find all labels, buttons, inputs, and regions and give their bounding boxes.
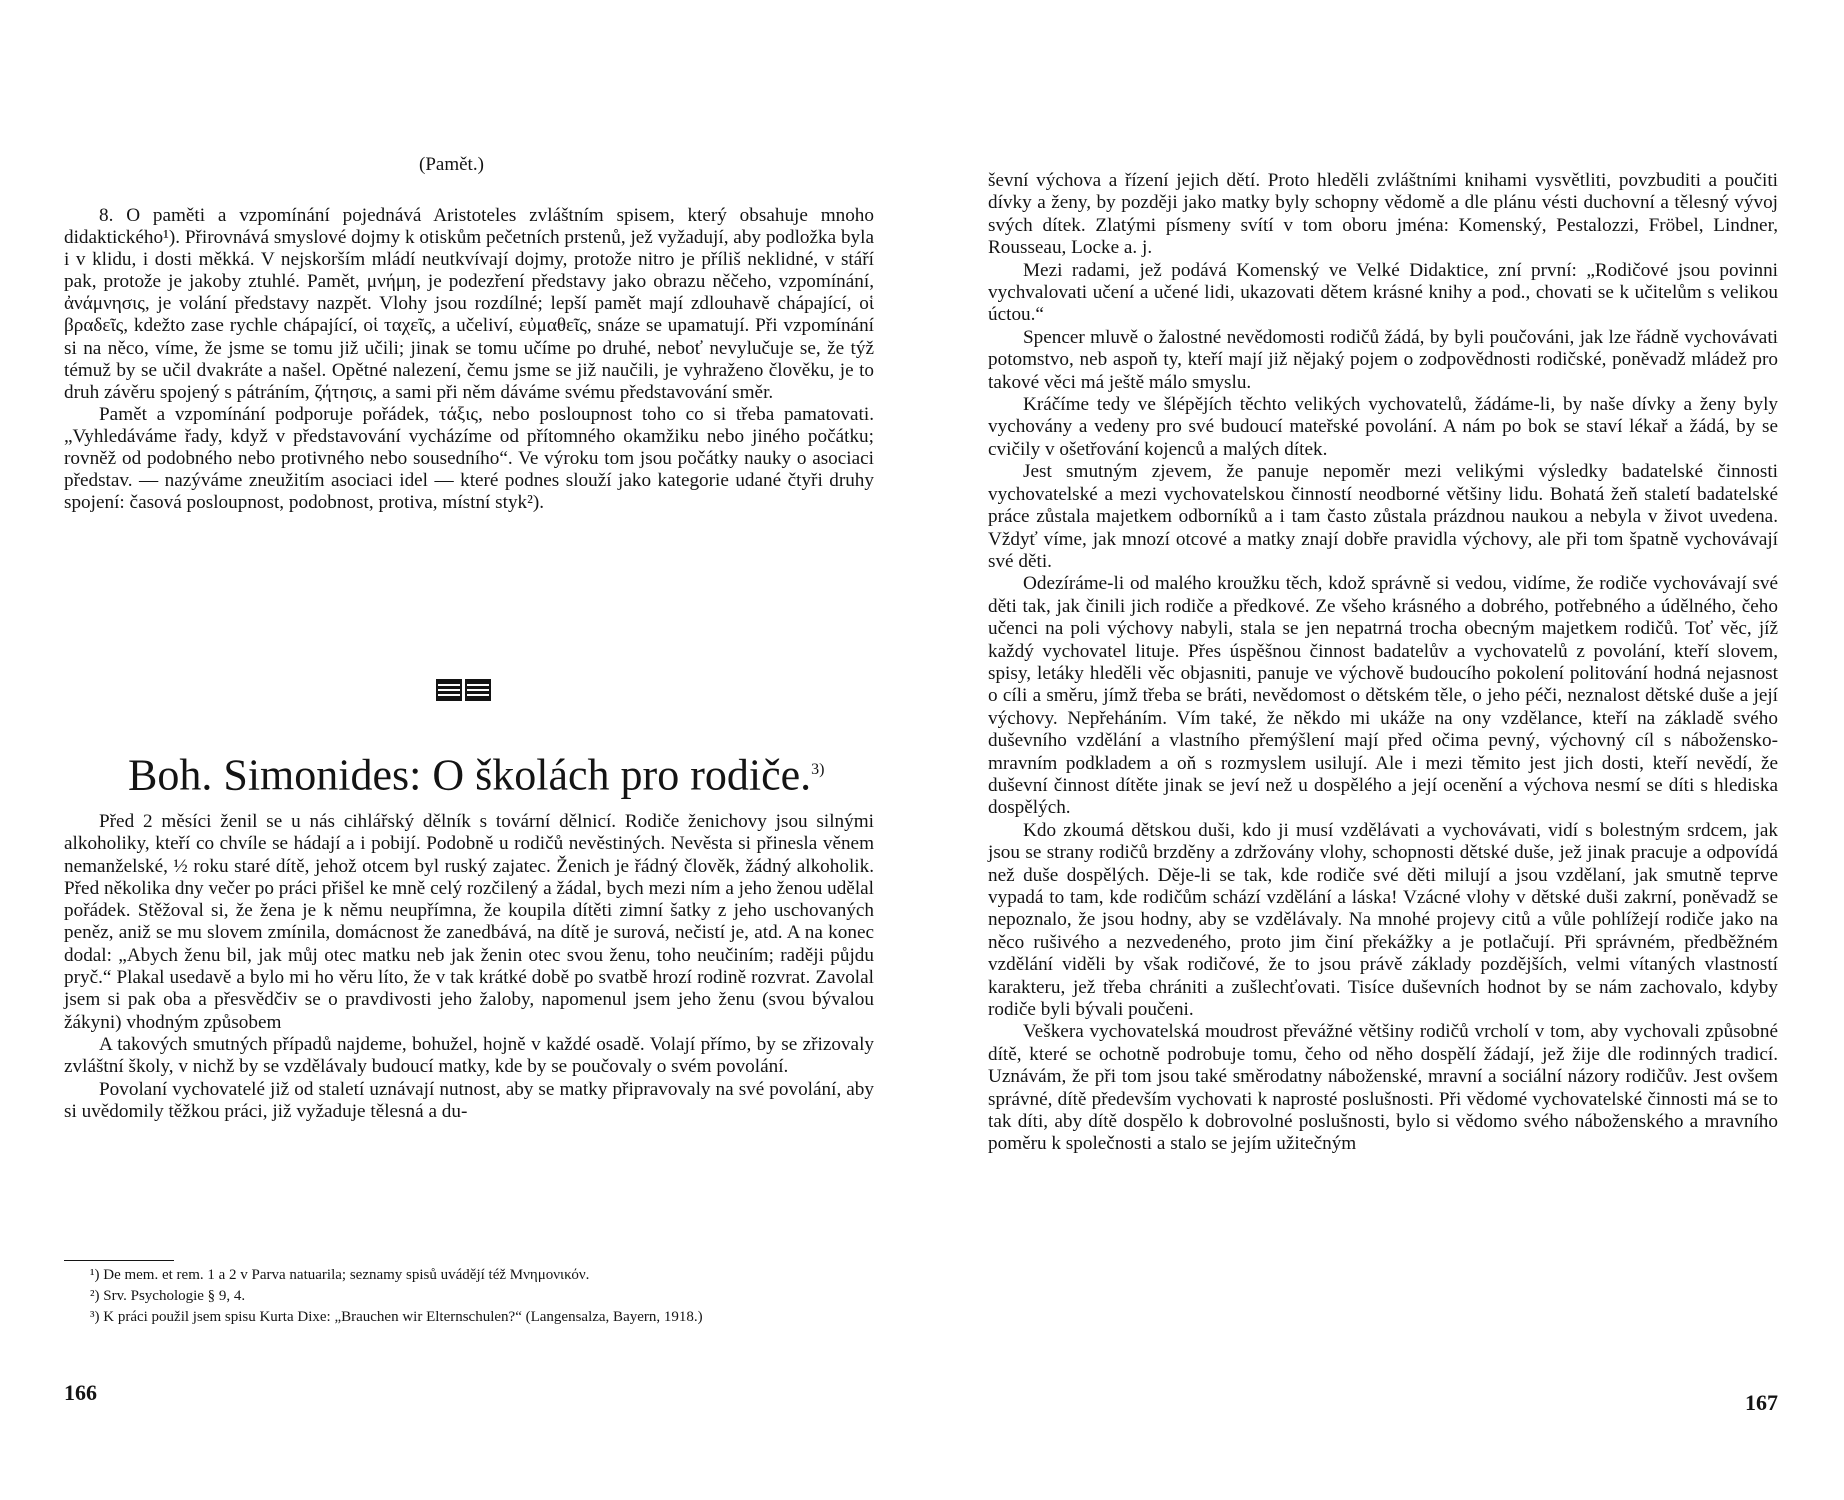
ornament-block [465,679,491,701]
page-number: 167 [1745,1390,1778,1415]
footnote: ¹) De mem. et rem. 1 a 2 v Parva natuarila; seznamy spisů uvádějí též Μνημονικόν. [90,1267,590,1283]
paragraph: Spencer mluvě o žalostné nevědomosti rodičů žádá, by byli poučováni, jak lze řádně vychovávati potomstvo, neb aspoň ty, kteří mají již nějaký pojem o zodpovědnosti rodičské, poněvadž mládež pro takové věci má ještě málo smyslu. [988,326,1778,393]
paragraph: 8. O paměti a vzpomínání pojednává Aristoteles zvláštním spisem, který obsahuje mnoho didaktického¹). Přirovnává smyslové dojmy k otiskům pečetních prstenů, jež vyžadují, aby podložka byla i v klidu, i dosti měkká. V nejskorším mládí neutkvívají dojmy, protože nitro je příliš neklidné, v stáří pak, protože je jakoby ztuhlé. Pamět, μνήμη, je podezření představy jako obrazu něčeho, vzpomínání, ἀνάμνησις, je volání představy nazpět. Vlohy jsou rozdílné; lepší pamět mají zdlouhavě chápající, οἱ βραδεῖς, kdežto zase rychle chápající, οἱ ταχεῖς, a učeliví, εὐμαθεῖς, snáze se upamatují. Při vzpomínání si na něco, víme, že jsme se tomu již učili; jinak se tomu učíme po druhé, neboť nevylučuje se, že týž témuž by se učil dvakráte a našel. Opětné nalezení, čemu jsme se již naučili, je vyhraženo člověku, je to druh závěru spojený s pátráním, ζήτησις, a sami při něm dáváme svému představování směr. [64,205,874,403]
footnote: ²) Srv. Psychologie § 9, 4. [90,1288,246,1304]
article-title [128,744,824,802]
ornament-block [436,679,462,701]
paragraph: Před 2 měsíci ženil se u nás cihlářský dělník s tovární dělnicí. Rodiče ženichovy jsou silnými alkoholiky, kteří co chvíle se hádají a i pobijí. Podobně u rodičů nevěstiných. Nevěsta si přinesla věnem nemanželské, ½ roku staré dítě, jehož otcem byl ruský zajatec. Ženich je řádný člověk, žádný alkoholik. Před několika dny večer po práci přišel ke mně celý rozčilený a žádal, bych mezi ním a jeho ženou udělal pořádek. Stěžoval si, že žena je k němu neupřímna, že koupila dítěti zimní šatky z jeho uschovaných peněz, aniž se mu slovem zmínila, domácnost že zanedbává, na dítě je surová, nečistí je, atd. A na konec dodal: „Abych ženu bil, jak můj otec matku neb jak ženin otec svou ženu, toho neučiním; raději půjdu pryč.“ Plakal usedavě a bylo mi ho věru líto, že v tak krátké době po svatbě hrozí rodině rozvrat. Zavolal jsem si pak oba a přesvědčiv se o pravdivosti jeho žaloby, napomenul jsem jeho ženu (svou bývalou žákyni) vhodným způsobem [64,811,874,1033]
running-header: (Pamět.) [419,154,484,175]
paragraph: Odezíráme-li od malého kroužku těch, kdož správně si vedou, vidíme, že rodiče vychovávají své děti tak, jak činili jich rodiče a předkové. Ze všeho krásného a dobrého, potřebného a údělného, čeho učenci na poli výchovy nabyli, stala se jen nepatrná trocha obecným majetkem rodičů. Toť věc, jíž každý vychovatel lituje. Přes úspěšnou činnost badatelův a vychovatelů z povolání, kteří slovem, spisy, letáky hleděli věc objasniti, panuje ve výchově budoucího pokolení politování hodná nejasnost o cíli a směru, jímž třeba se bráti, nevědomost o dětském těle, o jeho péči, neznalost dětské duše a její výchovy. Nepřeháním. Vím také, že někdo mi ukáže na ony vzdělance, kteří na základě svého duševního vzdělání a vlastního přemýšlení mají před očima pevný, výchovný cíl s nábožensko-mravním podkladem a oň s rozmyslem usilují. Ale i mezi těmito jest jich dosti, kteří nevědí, že duševní činnost dítěte jinak se jeví než u dospělého a její ocenění a výchova nesmí se díti s hlediska dospělých. [988,573,1778,819]
pamet-section [64,205,874,514]
right-page-body [988,170,1778,1156]
article-title-text: Boh. Simonides: O školách pro rodiče. [128,750,812,800]
paragraph: Jest smutným zjevem, že panuje nepoměr mezi velikými výsledky badatelské činnosti vychovatelské a mezi vychovatelskou činností neodborné většiny lidu. Bohatá žeň staletí badatelské práce zůstala majetkem odborníků a i tam často zůstala prázdnou naukou a nebyla v život uvedena. Vždyť víme, jak mnozí otcové a matky znají dobře pravidla výchovy, ale při tom špatně vychovávají své děti. [988,461,1778,572]
paragraph: Kdo zkoumá dětskou duši, kdo ji musí vzdělávati a vychovávati, vidí s bolestným srdcem, jak jsou se strany rodičů brzděny a zdržovány vlohy, schopnosti dětské duše, jež jinak pracuje a odpovídá než duše dospělých. Děje-li se tak, kde rodiče své děti milují a jsou vzdělaní, jak smutně teprve vypadá to tam, kde rodičům schází vzdělání a láska! Vzácné vlohy v dětské duši zakrní, poněvadž se nepoznalo, že jsou hodny, aby se vzdělávaly. Na mnohé projevy citů a vůle pohlížejí rodiče jako na něco rušivého a nezvedeného, proto jim činí překážky a je potlačují. Při správném, předběžném vzdělání viděli by však rodičové, že to jsou právě základy pozdějších, velmi vítaných vlastností karakteru, jež třeba chrániti a zušlechťovati. Tisíce duševních hodnot by se nám zachovalo, kdyby rodiče byli bývali poučeni. [988,819,1778,1021]
paragraph: Povolaní vychovatelé již od staletí uznávají nutnost, aby se matky připravovaly na své povolání, aby si uvědomily těžkou práci, již vyžaduje tělesná a du- [64,1078,874,1122]
paragraph: Veškera vychovatelská moudrost převážné většiny rodičů vrcholí v tom, aby vychovali způsobné dítě, které se ochotně podrobuje tomu, čeho od něho dospělí žádají, jež žije dle rodinných tradicí. Uznávám, že při tom jsou také směrodatny náboženské, mravní a sociální názory rodičův. Jest ovšem správné, dítě především vychovati k naprosté poslušnosti. Při vědomé vychovatelské činnosti má se to tak díti, aby dítě dospělo k dobrovolné poslušnosti, bylo si vědomo svého náboženského a mravního poměru k společnosti a stalo se jejím užitečným [988,1021,1778,1155]
paragraph: ševní výchova a řízení jejich dětí. Proto hleděli zvláštními knihami vysvětliti, povzbuditi a poučiti dívky a ženy, by později jako matky byly schopny vědomě a dle plánu vésti duchovní a tělesný vývoj svých dítek. Zlatými písmeny svítí v tom oboru jména: Komenský, Pestalozzi, Fröbel, Lindner, Rousseau, Locke a. j. [988,170,1778,259]
paragraph: A takových smutných případů najdeme, bohužel, hojně v každé osadě. Volají přímo, by se zřizovaly zvláštní školy, v nichž by se vzdělávaly budoucí matky, kde by se poučovaly o svém povolání. [64,1033,874,1078]
footnote-mark: 3) [811,761,825,778]
article-body [64,811,874,1123]
footnote-divider [64,1260,174,1261]
paragraph: Mezi radami, jež podává Komenský ve Velké Didaktice, zní první: „Rodičové jsou povinni vychvalovati učení a učené lidi, ukazovati dětem krásné knihy a pod., chovati se k učitelům s velikou úctou.“ [988,259,1778,326]
footnotes [64,1265,874,1328]
page-number: 166 [64,1380,97,1405]
paragraph: Pamět a vzpomínání podporuje pořádek, τάξις, nebo posloupnost toho co si třeba pamatovati. „Vyhledáváme řady, když v představování vycházíme od přítomného okamžiku nebo jiného počátku; rovněž od podobného nebo protivného nebo sousedního“. Ve výroku tom jsou počátky nauky o asociaci představ. — nazýváme zneužitím asociaci idel — které podnes slouží jako kategorie udané čtyři druhy spojení: časová posloupnost, podobnost, protiva, místní styk²). [64,403,874,514]
section-divider-ornament [436,679,491,701]
footnote: ³) K práci použil jsem spisu Kurta Dixe: „Brauchen wir Elternschulen?“ (Langensalza, Bayern, 1918.) [90,1309,703,1325]
paragraph: Kráčíme tedy ve šlépějích těchto velikých vychovatelů, žádáme-li, by naše dívky a ženy byly vychovány a vedeny pro své budoucí mateřské povolání. A nám po bok se staví lékař a žádá, by se cvičily v ošetřování kojenců a malých dítek. [988,394,1778,460]
